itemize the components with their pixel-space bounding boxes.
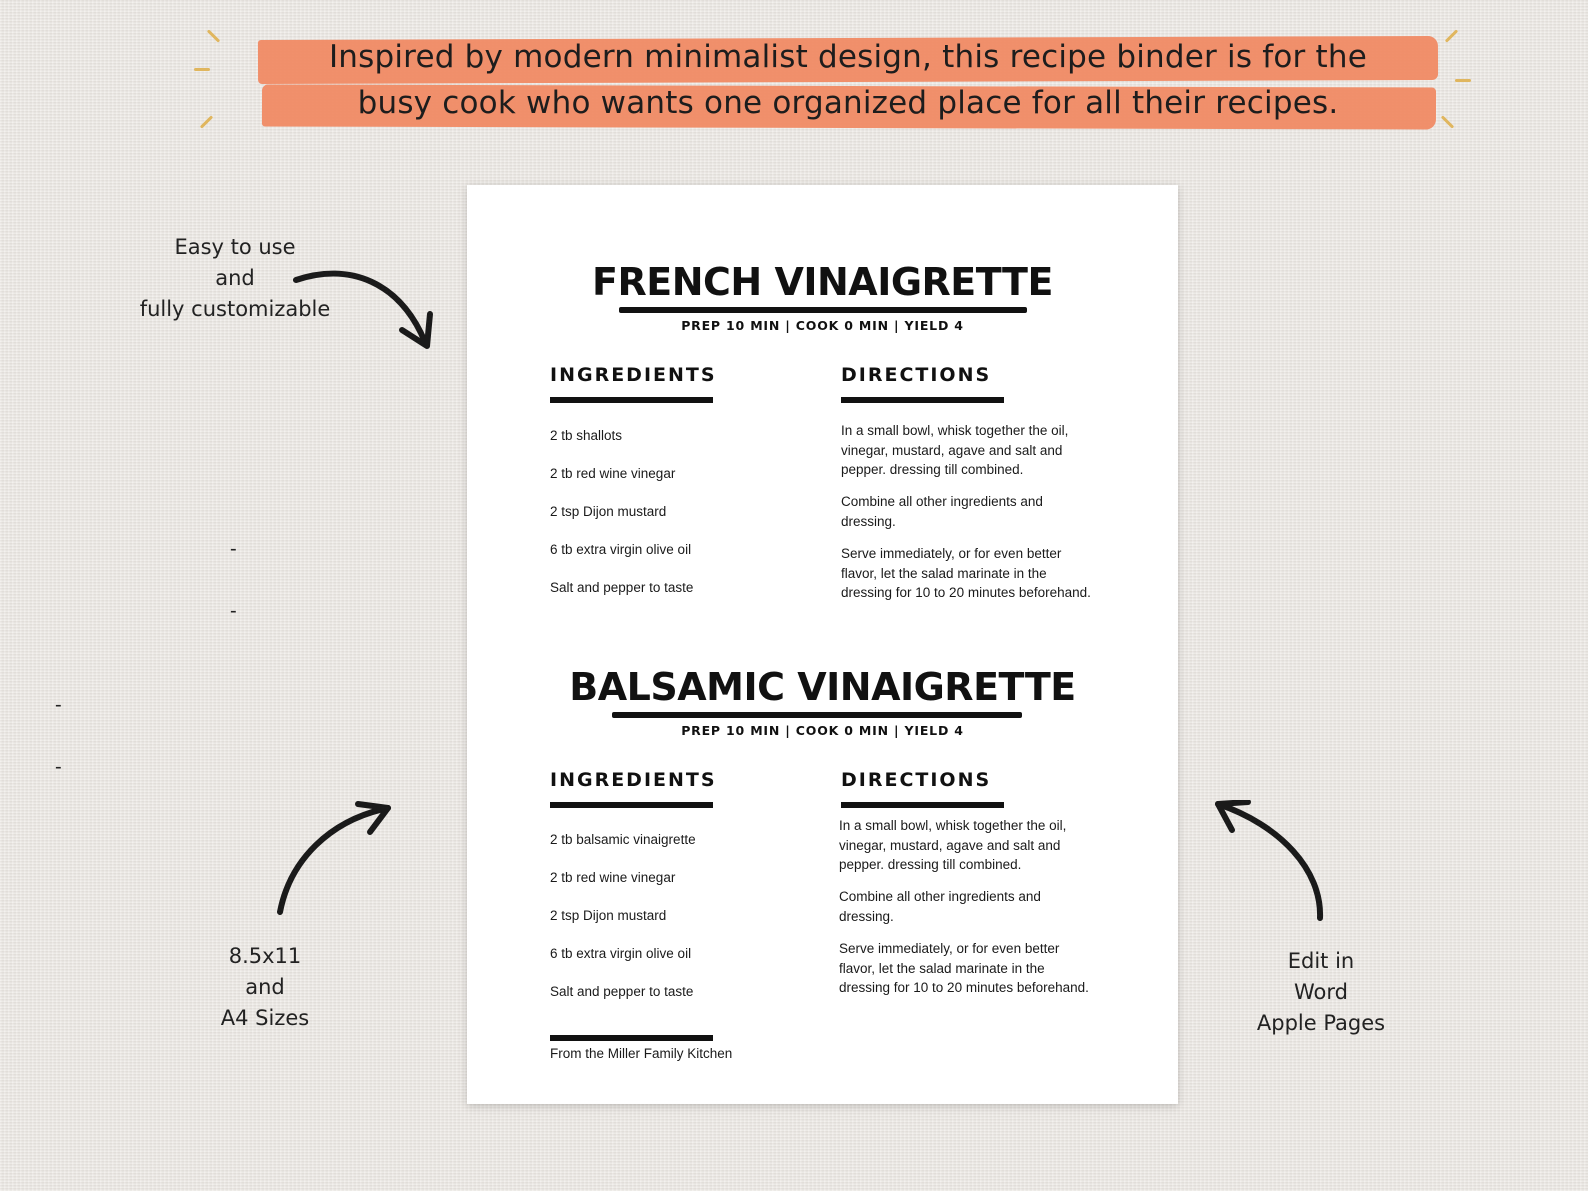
label-line: fully customizable <box>139 297 331 321</box>
curved-arrow-icon <box>270 800 400 920</box>
direction-step: In a small bowl, whisk together the oil, vinegar, mustard, agave and salt and pepper. dressing till combined. <box>839 818 1067 872</box>
headline-line-2: busy cook who wants one organized place for all their recipes. <box>357 85 1339 121</box>
sparkle-mark <box>1441 115 1454 128</box>
ingredient-item: 2 tb shallots <box>550 428 623 443</box>
ingredient-item: 2 tb red wine vinegar <box>550 466 676 481</box>
label-line: and <box>245 975 285 999</box>
recipe-meta: PREP 10 MIN | COOK 0 MIN | YIELD 4 <box>681 318 964 333</box>
sparkle-mark <box>194 68 210 71</box>
ingredient-item: 6 tb extra virgin olive oil <box>550 542 692 557</box>
headline-line-1: Inspired by modern minimalist design, this recipe binder is for the <box>328 39 1368 75</box>
heading-underline <box>841 802 1004 808</box>
ingredient-item: Salt and pepper to taste <box>550 580 694 595</box>
ingredient-item: 2 tb red wine vinegar <box>550 870 676 885</box>
sparkle-mark <box>200 115 213 128</box>
direction-step: Combine all other ingredients and dressing. <box>841 494 1043 529</box>
label-line: Edit in <box>1287 949 1355 973</box>
direction-step: Combine all other ingredients and dressing. <box>839 889 1041 924</box>
ingredient-item: 2 tb balsamic vinaigrette <box>550 832 696 847</box>
label-line: Word <box>1294 980 1348 1004</box>
sparkle-mark <box>207 29 220 42</box>
ingredient-item: 2 tsp Dijon mustard <box>550 504 667 519</box>
sparkle-mark <box>1455 79 1471 82</box>
footer-credit: From the Miller Family Kitchen <box>550 1046 733 1061</box>
curved-arrow-icon <box>290 262 440 357</box>
sparkle-mark <box>1445 29 1458 42</box>
direction-step: In a small bowl, whisk together the oil, vinegar, mustard, agave and salt and pepper. dressing till combined. <box>841 423 1069 477</box>
dash-mark: - <box>55 756 62 778</box>
ingredients-heading: INGREDIENTS <box>550 364 717 386</box>
direction-step: Serve immediately, or for even better flavor, let the salad marinate in the dressing for 10 to 20 minutes beforehand. <box>841 546 1091 600</box>
direction-step: Serve immediately, or for even better flavor, let the salad marinate in the dressing for 10 to 20 minutes beforehand. <box>839 941 1089 995</box>
ingredient-item: Salt and pepper to taste <box>550 984 694 999</box>
directions-heading: DIRECTIONS <box>841 769 992 791</box>
recipe-meta: PREP 10 MIN | COOK 0 MIN | YIELD 4 <box>681 723 964 738</box>
ingredient-item: 6 tb extra virgin olive oil <box>550 946 692 961</box>
label-line: Apple Pages <box>1256 1011 1386 1035</box>
ingredient-item: 2 tsp Dijon mustard <box>550 908 667 923</box>
headline-banner <box>258 36 1438 132</box>
dash-mark: - <box>230 538 237 560</box>
directions-heading: DIRECTIONS <box>841 364 992 386</box>
title-underline <box>619 307 1027 313</box>
recipe-title: BALSAMIC VINAIGRETTE <box>569 665 1076 709</box>
curved-arrow-icon <box>1210 800 1330 925</box>
title-underline <box>612 712 1022 718</box>
label-line: 8.5x11 <box>228 944 302 968</box>
heading-underline <box>841 397 1004 403</box>
footer-underline <box>550 1035 713 1041</box>
label-line: and <box>215 266 255 290</box>
recipe-sheet <box>467 185 1178 1104</box>
recipe-title: FRENCH VINAIGRETTE <box>592 260 1053 304</box>
dash-mark: - <box>55 694 62 716</box>
heading-underline <box>550 802 713 808</box>
ingredients-heading: INGREDIENTS <box>550 769 717 791</box>
dash-mark: - <box>230 600 237 622</box>
feature-label-sizes <box>200 941 330 1034</box>
label-line: Easy to use <box>174 235 296 259</box>
label-line: A4 Sizes <box>220 1006 310 1030</box>
feature-label-edit <box>1240 946 1402 1039</box>
heading-underline <box>550 397 713 403</box>
